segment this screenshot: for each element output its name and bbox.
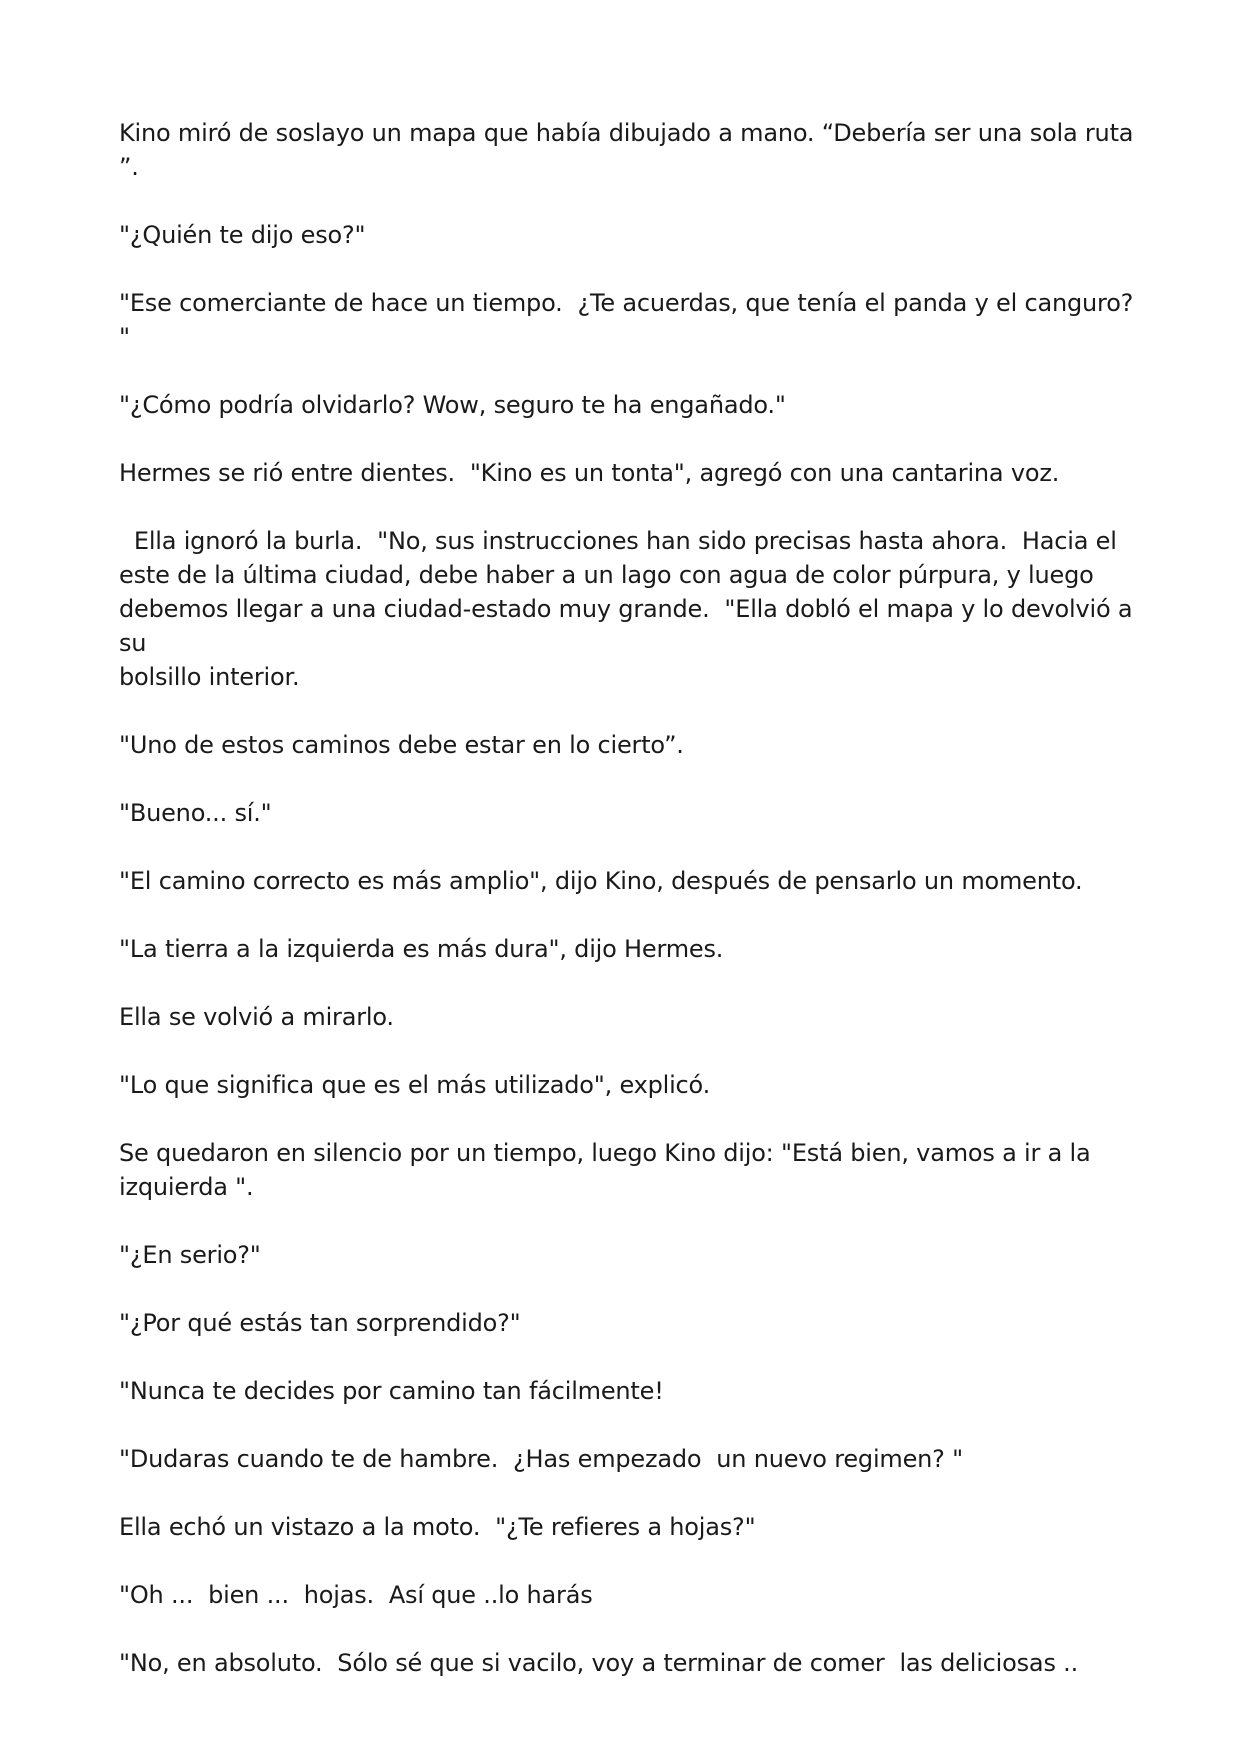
paragraph-5: Hermes se rió entre dientes. "Kino es un tonta", agregó con una cantarina voz. [119,459,1060,487]
paragraph-3: "Ese comerciante de hace un tiempo. ¿Te acuerdas, que tenía el panda y el canguro? " [119,289,1141,351]
document-text [119,116,1139,1714]
paragraph-20: "No, en absoluto. Sólo sé que si vacilo, voy a terminar de comer las deliciosas .. [119,1649,1079,1677]
paragraph-18: Ella echó un vistazo a la moto. "¿Te refieres a hojas?" [119,1513,756,1541]
paragraph-19: "Oh ... bien ... hojas. Así que ..lo harás [119,1581,593,1609]
paragraph-16: "Nunca te decides por camino tan fácilmente! [119,1377,664,1405]
paragraph-15: "¿Por qué estás tan sorprendido?" [119,1309,521,1337]
paragraph-11: Ella se volvió a mirarlo. [119,1003,394,1031]
paragraph-8: "Bueno... sí." [119,799,272,827]
paragraph-1: Kino miró de soslayo un mapa que había dibujado a mano. “Debería ser una sola ruta ”. [119,119,1134,181]
paragraph-10: "La tierra a la izquierda es más dura", dijo Hermes. [119,935,724,963]
paragraph-7: "Uno de estos caminos debe estar en lo cierto”. [119,731,684,759]
paragraph-14: "¿En serio?" [119,1241,261,1269]
paragraph-2: "¿Quién te dijo eso?" [119,221,366,249]
paragraph-12: "Lo que significa que es el más utilizado", explicó. [119,1071,711,1099]
paragraph-17: "Dudaras cuando te de hambre. ¿Has empezado un nuevo regimen? " [119,1445,963,1473]
paragraph-6: Ella ignoró la burla. "No, sus instrucciones han sido precisas hasta ahora. Hacia el este de la última ciudad, debe haber a un lago con agua de color púrpura, y luego debemos llegar a una ciudad-estado muy grande. "Ella dobló el mapa y lo devolvió a su bolsillo interior. [119,527,1133,691]
paragraph-13: Se quedaron en silencio por un tiempo, luego Kino dijo: "Está bien, vamos a ir a la izquierda ". [119,1139,1091,1201]
paragraph-4: "¿Cómo podría olvidarlo? Wow, seguro te ha engañado." [119,391,786,419]
paragraph-9: "El camino correcto es más amplio", dijo Kino, después de pensarlo un momento. [119,867,1083,895]
